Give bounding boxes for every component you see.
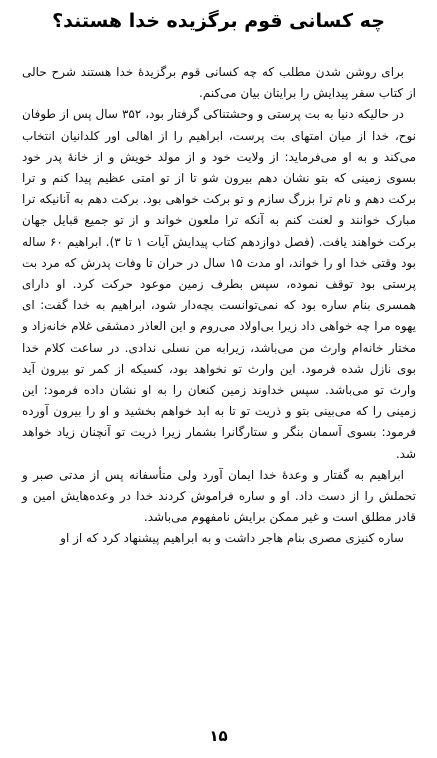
paragraph: برای روشن شدن مطلب که چه کسانی قوم برگزیدهٔ خدا هستند شرح حالی از کتاب سفر پیدایش را برایتان بیان می‌کنم. <box>22 65 416 101</box>
body-text <box>22 62 416 550</box>
page-title: چه کسانی قوم برگزیده خدا هستند؟ <box>52 10 385 32</box>
paragraph: در حالیکه دنیا به بت پرستی و وحشتناکی گرفتار بود، ۳۵۲ سال پس از طوفان نوح، خدا از میان امتهای بت پرست، ابراهیم را از اهالی اور کلدانیان انتخاب می‌کند و به او می‌فرماید: از ولایت خود و از مولد خویش و از خانهٔ پدر خود بسوی زمینی که بتو نشان دهم بیرون شو تا از تو امتی عظیم پیدا کنم و ترا برکت دهم و نام ترا بزرگ سازم و تو برکت خواهی بود. برکت دهم به آنانیکه ترا مبارک خوانند و لعنت کنم به آنکه ترا ملعون خواند و از تو جمیع قبایل جهان برکت خواهند یافت. (فصل دوازدهم کتاب پیدایش آیات ۱ تا ۳). ابراهیم ۶۰ ساله بود وقتی خدا او را خواند، او مدت ۱۵ سال در حران تا وفات پدرش که مرد بت پرستی بود توقف نموده، سپس بطرف زمین موعود حرکت کرد. او دارای همسری بنام ساره بود که نمی‌توانست بچه‌دار شود، ابراهیم به خدا گفت: ای یهوه مرا چه خواهی داد زیرا بی‌اولاد می‌روم و این العاذر دمشقی غلام خانه‌زاد و مختار خانه‌ام وارث من می‌باشد، زیرابه من نسلی ندادی. در ساعت کلام خدا بوی نازل شده فرمود. این وارث تو نخواهد بود، کسیکه از کمر تو بیرون آید وارث تو می‌باشد. سپس خداوند زمین کنعان را به او نشان داده فرمود: این زمینی را که می‌بینی بتو و ذریت تو تا به ابد خواهم بخشید و او را بیرون آورده فرمود: بسوی آسمان بنگر و ستارگانرا بشمار زیرا ذریت تو آنچنان زیاد خواهد شد. <box>22 107 416 461</box>
paragraph: ساره کنیزی مصری بنام هاجر داشت و به ابراهیم پیشنهاد کرد که از او <box>60 531 404 546</box>
paragraph: ابراهیم به گفتار و وعدهٔ خدا ایمان آورد ولی متأسفانه پس از مدتی صبر و تحملش را از دست داد. او و ساره فراموش کردند خدا در وعده‌هایش امین و قادر مطلق است و غیر ممکن برایش نامفهوم می‌باشد. <box>22 467 416 525</box>
page-number: ۱۵ <box>209 727 228 745</box>
